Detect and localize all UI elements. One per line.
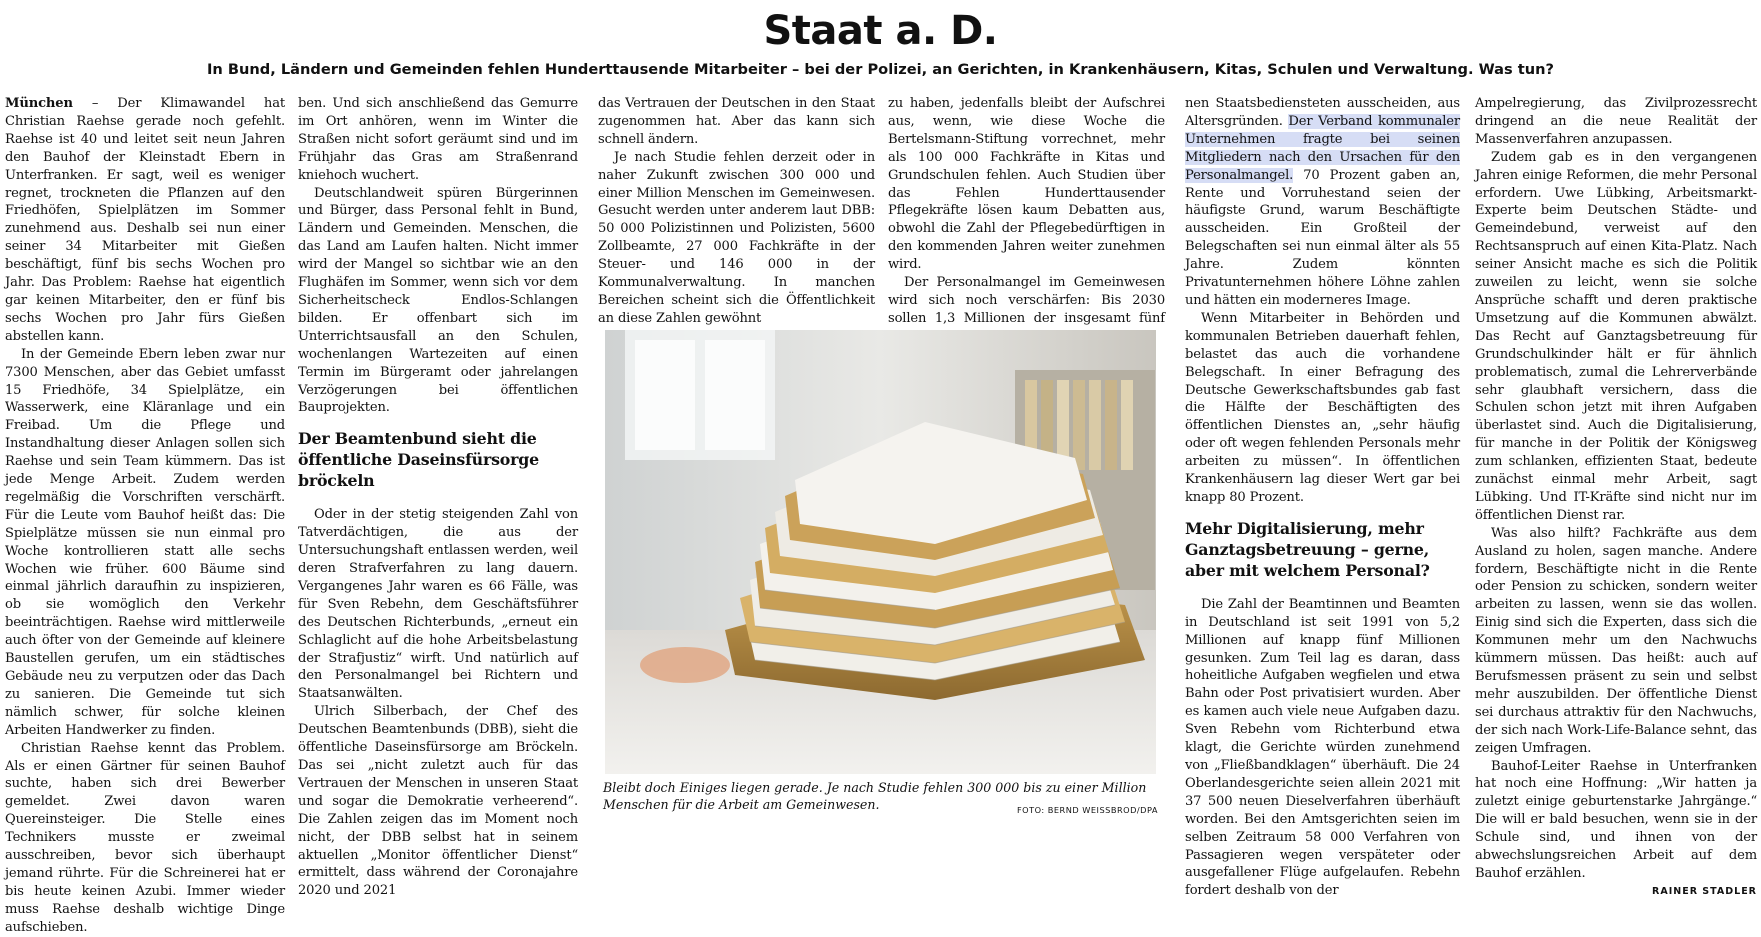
paragraph: Was also hilft? Fachkräfte aus dem Ausland zu holen, sagen manche. Andere fordern, Beschäftigte nicht in die Rente oder Pension zu schicken, sondern weiter arbeiten zu lassen, wenn sie das wollen. Einig sind sich die Experten, dass sich die Kommunen mehr um den Nachwuchs kümmern müssen. Das heißt: auch auf Berufsmessen präsent zu sein und selbst mehr auszubilden. Der öffentliche Dienst sei durchaus attraktiv für den Nachwuchs, der sich nach Work-Life-Balance sehnt, das zeigen Umfragen.: [1475, 525, 1757, 756]
paragraph: Ulrich Silberbach, der Chef des Deutschen Beamtenbunds (DBB), sieht die öffentliche Daseinsfürsorge am Bröckeln. Das sei „nicht zuletzt auch für das Vertrauen der Menschen in unseren Staat und sogar die Demokratie verheerend“. Die Zahlen zeigen das im Moment noch nicht, der DBB selbst hat in seinem aktuellen „Monitor öffentlicher Dienst“ ermittelt, dass während der Coronajahre 2020 und 2021: [298, 704, 578, 899]
photo-credit: FOTO: BERND WEISSBROD/DPA: [1016, 804, 1158, 815]
photo-caption: Bleibt doch Einiges liegen gerade. Je nach Studie fehlen 300 000 bis zu einer Million Menschen für die Arbeit am Gemeinwesen. FOTO: BERND WEISSBROD/DPA: [603, 780, 1158, 818]
paragraph: Deutschlandweit spüren Bürgerinnen und Bürger, dass Personal fehlt in Bund, Ländern und Gemeinden. Menschen, die das Land am Laufen halten. Nicht immer wird der Mangel so sichtbar wie an den Flughäfen im Sommer, wenn sich vor dem Sicherheitscheck Endlos-Schlangen bilden. Er offenbart sich im Unterrichtsausfall an den Schulen, wochenlangen Wartezeiten auf einen Termin im Bürgeramt oder jahrelangen Verzögerungen bei öffentlichen Bauprojekten.: [298, 185, 578, 416]
paragraph: ben. Und sich anschließend das Gemurre im Ort anhören, wenn im Winter die Straßen nicht sofort geräumt sind und im Frühjahr das Gras am Straßenrand kniehoch wuchert.: [298, 96, 578, 183]
article-column-3: [598, 95, 875, 326]
paragraph: Ampelregierung, das Zivilprozessrecht dringend an die neue Realität der Massenverfahren anzupassen.: [1475, 96, 1757, 147]
paragraph: nen Staatsbediensteten ausscheiden, aus Altersgründen. Der Verband kommunaler Unternehmen fragte bei seinen Mitgliedern nach den Ursachen für den Personalmangel. 70 Prozent gaben an, Rente und Vorruhestand seien der häufigste Grund, warum Beschäftigte ausscheiden. Ein Großteil der Belegschaften sei nun einmal älter als 55 Jahre. Zudem könnten Privatunternehmen höhere Löhne zahlen und hätten ein moderneres Image.: [1185, 96, 1461, 308]
subheading: Mehr Digitalisierung, mehr Ganztagsbetreuung – gerne, aber mit welchem Personal?: [1185, 518, 1430, 580]
paragraph: Die Zahl der Beamtinnen und Beamten in Deutschland ist seit 1991 von 5,2 Millionen auf knapp fünf Millionen gesunken. Zum Teil lag es daran, dass hoheitliche Aufgaben wegfielen und etwa Bahn oder Post privatisiert wurden. Aber es kamen auch viele neue Aufgaben dazu. Sven Rebehn vom Richterbund etwa klagt, die Gerichte würden zunehmend von „Fließbandklagen“ überhäuft. Die 24 Oberlandesgerichte seien allein 2021 mit 37 500 neuen Dieselverfahren überhäuft worden. Bei den Amtsgerichten seien im selben Zeitraum 58 000 Verfahren von Passagieren wegen verspäteter oder ausgefallener Flüge aufgelaufen. Rebehn fordert deshalb von der: [1185, 596, 1460, 899]
author-byline: RAINER STADLER: [1652, 885, 1757, 897]
subheading: Der Beamtenbund sieht die öffentliche Daseinsfürsorge bröckeln: [298, 429, 539, 491]
paragraph: Zudem gab es in den vergangenen Jahren einige Reformen, die mehr Personal erfordern. Uwe Lübking, Arbeitsmarkt-Experte beim Deutschen Städte- und Gemeindebund, verweist auf den Rechtsanspruch auf einen Kita-Platz. Nach seiner Ansicht mache es sich die Politik zuweilen zu leicht, wenn sie solche Ansprüche schafft und deren praktische Umsetzung auf die Kommunen abwälzt. Das Recht auf Ganztagsbetreuung für Grundschulkinder hält er für ähnlich problematisch, zumal die Lehrerverbände sehr glaubhaft versichern, dass die Schulen schon jetzt mit ihren Aufgaben überlastet sind. Auch die Digitalisierung, für manche in der Politik der Königsweg zum schlanken, effizienten Staat, bedeute zunächst einmal mehr Arbeit, sagt Lübking. Und IT-Kräfte sind nicht nur im öffentlichen Dienst rar.: [1475, 149, 1757, 523]
photo-illustration: [605, 330, 1156, 774]
article-column-4: [888, 95, 1165, 326]
paragraph: Der Personalmangel im Gemeinwesen wird sich noch verschärfen: Bis 2030 sollen 1,3 Millionen der insgesamt fünf: [888, 275, 1165, 326]
paragraph: das Vertrauen der Deutschen in den Staat zugenommen hat. Aber das kann sich schnell ändern.: [598, 96, 875, 147]
paragraph: Oder in der stetig steigenden Zahl von Tatverdächtigen, die aus der Untersuchungshaft entlassen werden, weil deren Strafverfahren zu lang dauern. Vergangenes Jahr waren es 66 Fälle, was für Sven Rebehn, dem Geschäftsführer des Deutschen Richterbunds, „erneut ein Schlaglicht auf die hohe Arbeitsbelastung der Strafjustiz“ wirft. Und natürlich auf den Personalmangel bei Richtern und Staatsanwälten.: [298, 507, 578, 702]
subheadline: In Bund, Ländern und Gemeinden fehlen Hunderttausende Mitarbeiter – bei der Polizei, an Gerichten, in Krankenhäusern, Kitas, Schulen und Verwaltung. Was tun?: [206, 61, 1555, 78]
paragraph: Bauhof-Leiter Raehse in Unterfranken hat noch eine Hoffnung: „Wir hatten ja zuletzt einige geburtenstarke Jahrgänge.“ Die will er bald besuchen, wenn sie in der Schule sind, und ihnen von der abwechslungsreichen Arbeit auf dem Bauhof erzählen.: [1475, 758, 1757, 881]
article-column-6: [1475, 95, 1757, 897]
article-column-2: [298, 95, 578, 899]
paragraph: Christian Raehse kennt das Problem. Als er einen Gärtner für seinen Bauhof suchte, haben sich drei Bewerber gemeldet. Zwei davon waren Quereinsteiger. Die Stelle eines Technikers musste er zweimal ausschreiben, bevor sich überhaupt jemand rührte. Für die Schreinerei hat er bis heute keinen Azubi. Immer wieder muss Raehse deshalb wichtige Dinge aufschieben.: [5, 740, 285, 935]
highlighted-text[interactable]: Der Verband kommunaler Unternehmen fragte bei seinen Mitgliedern nach den Ursachen für den Personalmangel.: [1185, 113, 1461, 183]
paragraph: Wenn Mitarbeiter in Behörden und kommunalen Betrieben dauerhaft fehlen, belastet das auch die vorhandene Belegschaft. In einer Befragung des Deutsche Gewerkschaftsbundes gab fast die Hälfte der Beschäftigten des öffentlichen Dienstes an, „sehr häufig oder oft wegen fehlenden Personals mehr arbeiten zu müssen“. In öffentlichen Krankenhäusern lag dieser Wert gar bei knapp 80 Prozent.: [1185, 310, 1460, 505]
headline: Staat a. D.: [763, 8, 998, 54]
paragraph: München – Der Klimawandel hat Christian Raehse gerade noch gefehlt. Raehse ist 40 und leitet seit neun Jahren den Bauhof der Kleinstadt Ebern in Unterfranken. Er sagt, weil es weniger regnet, trockneten die Pflanzen auf den Friedhöfen, Spielplätzen im Sommer zunehmend aus. Deshalb sei nun einer seiner 34 Mitarbeiter mit Gießen beschäftigt, fünf bis sechs Wochen pro Jahr. Das Problem: Raehse hat eigentlich gar keinen Mitarbeiter, den er fünf bis sechs Wochen pro Jahr fürs Gießen abstellen kann.: [5, 96, 285, 344]
article-column-5: [1185, 95, 1461, 899]
article-column-1: [5, 95, 285, 935]
dateline: München: [5, 96, 73, 111]
article-photo: [605, 330, 1156, 774]
paragraph: zu haben, jedenfalls bleibt der Aufschrei aus, wenn, wie diese Woche die Bertelsmann-Stiftung vorrechnet, mehr als 100 000 Fachkräfte in Kitas und Grundschulen fehlen. Auch Studien über das Fehlen Hunderttausender Pflegekräfte lösen kaum Debatten aus, obwohl die Zahl der Pflegebedürftigen in den kommenden Jahren weiter zunehmen wird.: [888, 96, 1165, 273]
paragraph: Je nach Studie fehlen derzeit oder in naher Zukunft zwischen 300 000 und einer Million Menschen im Gemeinwesen. Gesucht werden unter anderem laut DBB: 50 000 Polizistinnen und Polizisten, 5600 Zollbeamte, 27 000 Fachkräfte in der Steuer- und 146 000 in der Kommunalverwaltung. In manchen Bereichen scheint sich die Öffentlichkeit an diese Zahlen gewöhnt: [598, 149, 875, 326]
paragraph: In der Gemeinde Ebern leben zwar nur 7300 Menschen, aber das Gebiet umfasst 15 Friedhöfe, 34 Spielplätze, ein Wasserwerk, eine Kläranlage und ein Freibad. Um die Pflege und Instandhaltung dieser Anlagen sollen sich Raehse und sein Team kümmern. Das ist jede Menge Arbeit. Zudem werden regelmäßig die Vorschriften verschärft. Für die Leute vom Bauhof heißt das: Die Spielplätze müssen sie nun einmal pro Woche kontrollieren statt alle sechs Wochen wie früher. 600 Bäume sind einmal jährlich daraufhin zu inspizieren, ob sie womöglich den Verkehr beeinträchtigen. Raehse wird mittlerweile auch öfter von der Gemeinde auf kleinere Baustellen gerufen, um ein städtisches Gebäude neu zu verputzen oder das Dach zu sanieren. Die Gemeinde tut sich nämlich schwer, für solche kleinen Arbeiten Handwerker zu finden.: [5, 346, 285, 738]
